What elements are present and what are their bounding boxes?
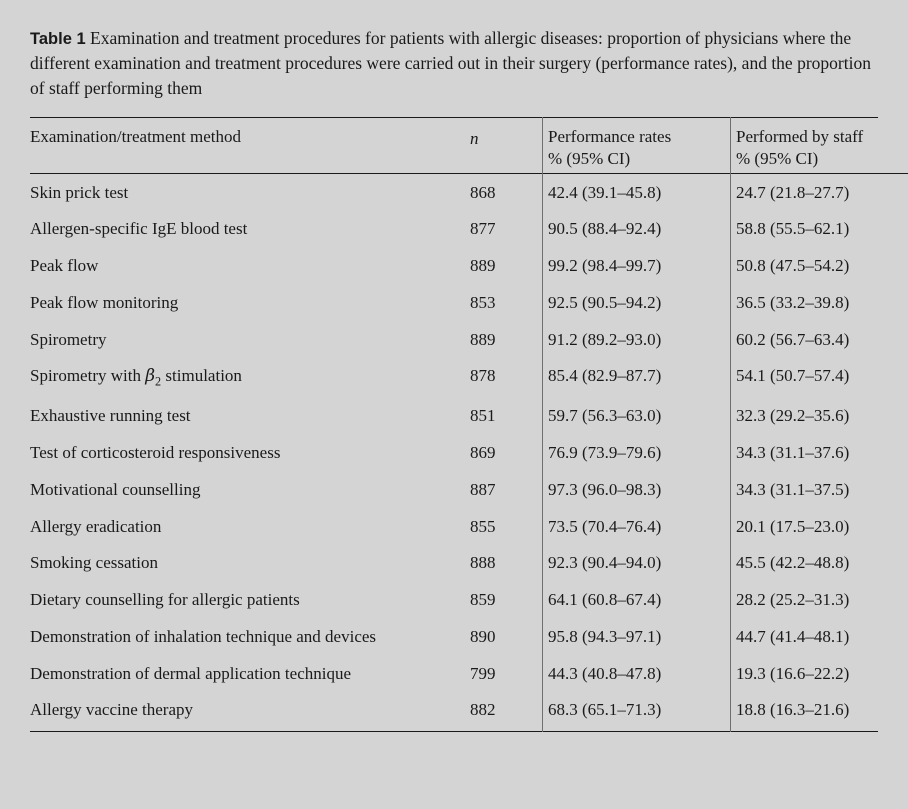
- cell-method: Test of corticosteroid responsiveness: [30, 443, 281, 463]
- cell-performance: 95.8 (94.3–97.1): [548, 626, 662, 646]
- cell-staff: 20.1 (17.5–23.0): [736, 516, 850, 536]
- column-header-n: [470, 118, 548, 173]
- table-container: [30, 117, 878, 732]
- cell-staff: 28.2 (25.2–31.3): [736, 590, 850, 610]
- column-header-performance-line2: % (95% CI): [548, 149, 631, 169]
- cell-n: 877: [470, 219, 496, 239]
- cell-n: 878: [470, 366, 496, 386]
- data-table: [30, 118, 908, 729]
- cell-performance: 42.4 (39.1–45.8): [548, 182, 662, 202]
- cell-staff: 58.8 (55.5–62.1): [736, 219, 850, 239]
- cell-method: Allergen-specific IgE blood test: [30, 219, 248, 239]
- table-row: [30, 618, 908, 655]
- table-caption-label: Table 1: [30, 30, 86, 48]
- table-row: [30, 582, 908, 619]
- column-header-performance: [548, 118, 736, 173]
- cell-n: 869: [470, 443, 496, 463]
- table-row: [30, 211, 908, 248]
- cell-method: Spirometry with $\beta_2$ stimulation: [30, 366, 242, 389]
- cell-n: 888: [470, 553, 496, 573]
- table-row: [30, 471, 908, 508]
- table-row: [30, 508, 908, 545]
- cell-n: 799: [470, 663, 496, 683]
- cell-method: Smoking cessation: [30, 553, 158, 573]
- cell-performance: 97.3 (96.0–98.3): [548, 479, 662, 499]
- table-caption: [30, 26, 878, 101]
- cell-staff: 54.1 (50.7–57.4): [736, 366, 850, 386]
- cell-staff: 18.8 (16.3–21.6): [736, 700, 850, 720]
- table-row: [30, 435, 908, 472]
- cell-performance: 64.1 (60.8–67.4): [548, 590, 662, 610]
- column-header-performance-line1: Performance rates: [548, 127, 672, 147]
- table-row: [30, 358, 908, 398]
- table-body: [30, 173, 908, 729]
- cell-staff: 34.3 (31.1–37.6): [736, 443, 850, 463]
- cell-n: 859: [470, 590, 496, 610]
- cell-performance: 76.9 (73.9–79.6): [548, 443, 662, 463]
- table-bottom-rule: [30, 731, 878, 732]
- table-header-row: [30, 118, 908, 173]
- column-header-staff-line2: % (95% CI): [736, 149, 819, 169]
- cell-method: Peak flow: [30, 256, 99, 276]
- cell-staff: 34.3 (31.1–37.5): [736, 479, 850, 499]
- cell-method: Demonstration of dermal application technique: [30, 663, 352, 683]
- cell-method: Demonstration of inhalation technique and devices: [30, 626, 377, 646]
- cell-method: Spirometry: [30, 329, 107, 349]
- table-row: [30, 284, 908, 321]
- cell-method: Motivational counselling: [30, 479, 201, 499]
- cell-performance: 85.4 (82.9–87.7): [548, 366, 662, 386]
- cell-n: 855: [470, 516, 496, 536]
- column-separator-staff: [730, 117, 731, 732]
- cell-method: Exhaustive running test: [30, 406, 191, 426]
- table-row: [30, 398, 908, 435]
- cell-n: 853: [470, 292, 496, 312]
- cell-performance: 59.7 (56.3–63.0): [548, 406, 662, 426]
- table-row: [30, 174, 908, 211]
- table-row: [30, 545, 908, 582]
- column-header-n-text: n: [470, 129, 479, 149]
- cell-performance: 92.3 (90.4–94.0): [548, 553, 662, 573]
- table-head: [30, 118, 908, 173]
- cell-performance: 44.3 (40.8–47.8): [548, 663, 662, 683]
- column-header-method: [30, 118, 470, 173]
- cell-method: Dietary counselling for allergic patients: [30, 590, 300, 610]
- cell-performance: 99.2 (98.4–99.7): [548, 256, 662, 276]
- cell-n: 868: [470, 182, 496, 202]
- table-row: [30, 655, 908, 692]
- cell-staff: 36.5 (33.2–39.8): [736, 292, 850, 312]
- cell-staff: 50.8 (47.5–54.2): [736, 256, 850, 276]
- column-separator-performance: [542, 117, 543, 732]
- cell-staff: 24.7 (21.8–27.7): [736, 182, 850, 202]
- table-caption-text: Examination and treatment procedures for patients with allergic diseases: proportion of physicians where the different examination and treatment procedures were carried out in their surgery (performance rates), and the proportion of staff performing them: [30, 28, 871, 99]
- cell-n: 851: [470, 406, 496, 426]
- cell-n: 882: [470, 700, 496, 720]
- cell-staff: 32.3 (29.2–35.6): [736, 406, 850, 426]
- cell-n: 889: [470, 256, 496, 276]
- column-header-staff: [736, 118, 908, 173]
- table-row: [30, 692, 908, 729]
- cell-staff: 44.7 (41.4–48.1): [736, 626, 850, 646]
- cell-n: 887: [470, 479, 496, 499]
- cell-staff: 45.5 (42.2–48.8): [736, 553, 850, 573]
- column-header-method-text: Examination/treatment method: [30, 127, 242, 147]
- cell-performance: 68.3 (65.1–71.3): [548, 700, 662, 720]
- cell-method: Allergy eradication: [30, 516, 162, 536]
- cell-staff: 60.2 (56.7–63.4): [736, 329, 850, 349]
- cell-performance: 91.2 (89.2–93.0): [548, 329, 662, 349]
- table-row: [30, 321, 908, 358]
- cell-staff: 19.3 (16.6–22.2): [736, 663, 850, 683]
- column-header-staff-line1: Performed by staff: [736, 127, 864, 147]
- cell-n: 890: [470, 626, 496, 646]
- cell-n: 889: [470, 329, 496, 349]
- cell-method: Skin prick test: [30, 182, 129, 202]
- cell-method: Peak flow monitoring: [30, 292, 179, 312]
- cell-performance: 92.5 (90.5–94.2): [548, 292, 662, 312]
- cell-performance: 73.5 (70.4–76.4): [548, 516, 662, 536]
- table-row: [30, 248, 908, 285]
- cell-performance: 90.5 (88.4–92.4): [548, 219, 662, 239]
- cell-method: Allergy vaccine therapy: [30, 700, 194, 720]
